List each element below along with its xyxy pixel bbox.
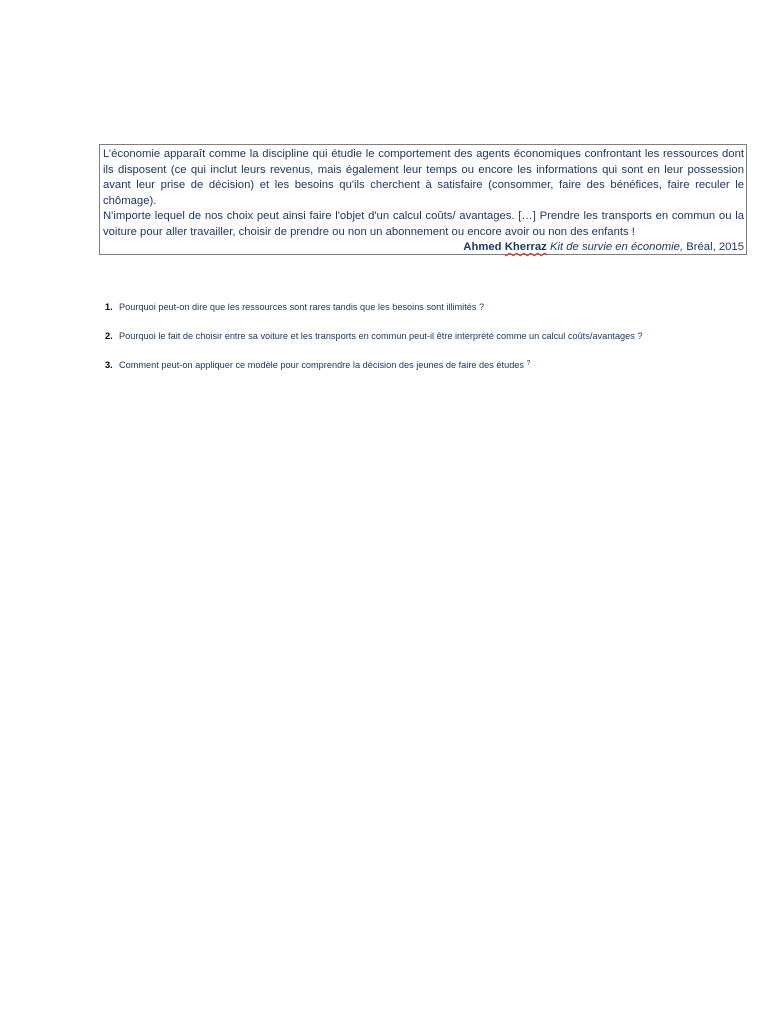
question-number: 2. — [105, 331, 113, 341]
question-item-3 — [105, 360, 745, 389]
question-item-2 — [105, 331, 745, 360]
question-text: Pourquoi le fait de choisir entre sa voiture et les transports en commun peut-il être interprété comme un calcul coûts/avantages ? — [119, 331, 643, 341]
question-item-1 — [105, 302, 745, 331]
publisher-year: Bréal, 2015 — [686, 241, 744, 253]
quote-paragraph-2: N'importe lequel de nos choix peut ainsi faire l'objet d'un calcul coûts/ avantages. […] Prendre les transports en commun ou la voiture pour aller travailler, choisir de prendre ou non un abonnement ou encore avoir ou non des enfants ! — [103, 210, 744, 238]
author-last-name: Kherraz — [504, 241, 547, 253]
author-first-name: Ahmed — [463, 241, 502, 253]
question-text: Comment peut-on appliquer ce modèle pour comprendre la décision des jeunes de faire des études — [119, 360, 525, 370]
quote-attribution — [103, 240, 744, 256]
question-number: 1. — [105, 302, 113, 312]
question-number: 3. — [105, 360, 113, 370]
question-list — [105, 302, 745, 389]
question-text: Pourquoi peut-on dire que les ressources sont rares tandis que les besoins sont illimités ? — [119, 302, 485, 312]
quote-paragraph-1: L’économie apparaît comme la discipline qui étudie le comportement des agents économiques confrontant les ressources dont ils disposent (ce qui inclut leurs revenus, mais également leur temps ou encore les informations qui sont en leur possession avant leur prise de décision) et les besoins qu'ils cherchent à satisfaire (consommer, faire des bénéfices, faire reculer le chômage). — [103, 148, 744, 207]
quote-box — [99, 144, 747, 255]
book-title: Kit de survie en économie, — [549, 241, 684, 253]
question-mark: ? — [526, 360, 531, 367]
author-name — [463, 241, 547, 253]
